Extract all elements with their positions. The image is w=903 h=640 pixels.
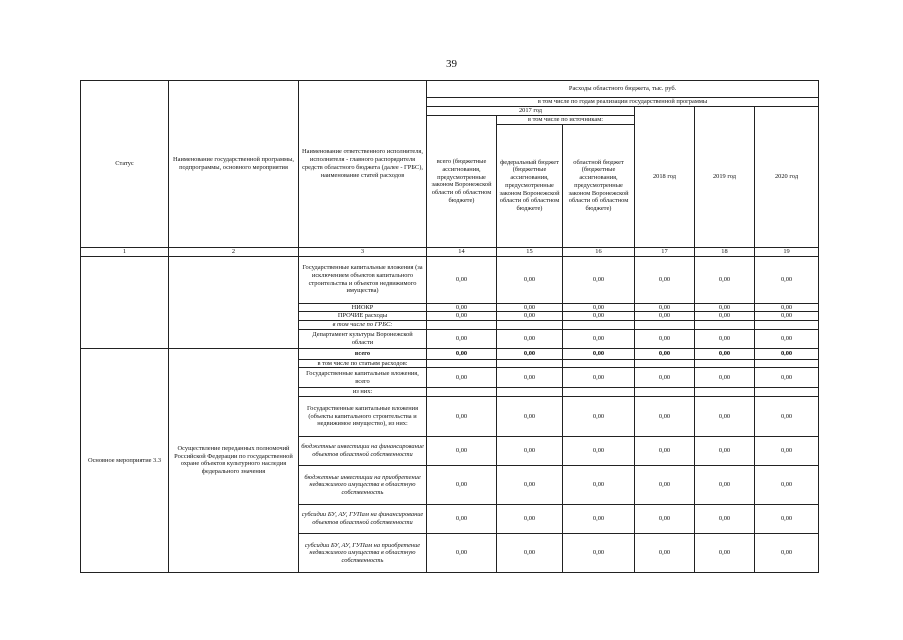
value-cell: 0,00	[427, 437, 497, 466]
value-cell: 0,00	[427, 466, 497, 505]
table-row	[81, 256, 819, 303]
value-cell: 0,00	[755, 466, 819, 505]
col-number: 19	[755, 247, 819, 256]
measure-status: Основное мероприятие 3.3	[81, 348, 169, 572]
value-cell: 0,00	[427, 534, 497, 573]
measure-name: Осуществление переданных полномочий Российской Федерации по государственной охране объектов культурного наследия федерального значения	[169, 348, 299, 572]
value-cell: 0,00	[695, 256, 755, 303]
value-cell: 0,00	[695, 368, 755, 388]
value-cell: 0,00	[563, 329, 635, 348]
value-cell: 0,00	[635, 466, 695, 505]
value-cell: 0,00	[563, 256, 635, 303]
value-cell	[695, 388, 755, 397]
row-label: Государственные капитальные вложения (за исключением объектов капитального строительства и объектов недвижимого имущества)	[299, 256, 427, 303]
row-label: бюджетные инвестиции на финансирование объектов областной собственности	[299, 437, 427, 466]
value-cell	[497, 359, 563, 368]
row-label: всего	[299, 348, 427, 359]
value-cell	[563, 388, 635, 397]
value-cell	[635, 388, 695, 397]
row-label: НИОКР	[299, 303, 427, 312]
header-regional-col: областной бюджет (бюджетные ассигнования, предусмотренные законом Воронежской области об областном бюджете)	[563, 124, 635, 247]
value-cell: 0,00	[635, 312, 695, 321]
value-cell	[427, 321, 497, 330]
value-cell: 0,00	[635, 303, 695, 312]
header-year-2020: 2020 год	[755, 107, 819, 248]
value-cell: 0,00	[563, 312, 635, 321]
value-cell: 0,00	[755, 534, 819, 573]
value-cell: 0,00	[695, 329, 755, 348]
value-cell: 0,00	[497, 505, 563, 534]
value-cell	[427, 388, 497, 397]
value-cell: 0,00	[563, 303, 635, 312]
value-cell: 0,00	[563, 348, 635, 359]
col-number: 15	[497, 247, 563, 256]
value-cell: 0,00	[427, 505, 497, 534]
value-cell: 0,00	[427, 368, 497, 388]
empty-status-cell	[81, 256, 169, 348]
value-cell	[635, 321, 695, 330]
header-year-2018: 2018 год	[635, 107, 695, 248]
value-cell: 0,00	[635, 397, 695, 437]
header-year-2019: 2019 год	[695, 107, 755, 248]
value-cell: 0,00	[635, 368, 695, 388]
value-cell	[695, 359, 755, 368]
value-cell: 0,00	[497, 312, 563, 321]
value-cell	[695, 321, 755, 330]
row-label: субсидии БУ, АУ, ГУПам на финансирование объектов областной собственности	[299, 505, 427, 534]
value-cell: 0,00	[695, 303, 755, 312]
value-cell	[563, 359, 635, 368]
value-cell: 0,00	[497, 329, 563, 348]
value-cell: 0,00	[427, 329, 497, 348]
value-cell: 0,00	[695, 437, 755, 466]
header-program-name: Наименование государственной программы, подпрограммы, основного мероприятия	[169, 81, 299, 248]
table-row	[81, 348, 819, 359]
col-number: 16	[563, 247, 635, 256]
value-cell: 0,00	[563, 437, 635, 466]
value-cell: 0,00	[755, 348, 819, 359]
col-number: 1	[81, 247, 169, 256]
value-cell: 0,00	[563, 368, 635, 388]
header-year-2017: 2017 год	[427, 107, 635, 116]
col-number: 18	[695, 247, 755, 256]
value-cell: 0,00	[497, 303, 563, 312]
value-cell: 0,00	[695, 397, 755, 437]
value-cell: 0,00	[635, 534, 695, 573]
value-cell: 0,00	[427, 312, 497, 321]
header-row-1	[81, 81, 819, 98]
value-cell: 0,00	[755, 256, 819, 303]
value-cell: 0,00	[497, 397, 563, 437]
header-status: Статус	[81, 81, 169, 248]
header-total-col: всего (бюджетные ассигнования, предусмотренные законом Воронежской области об областном бюджете)	[427, 116, 497, 248]
row-label: Департамент культуры Воронежской области	[299, 329, 427, 348]
value-cell	[755, 321, 819, 330]
value-cell: 0,00	[427, 303, 497, 312]
value-cell: 0,00	[635, 256, 695, 303]
value-cell: 0,00	[427, 348, 497, 359]
col-number: 2	[169, 247, 299, 256]
value-cell: 0,00	[755, 505, 819, 534]
value-cell: 0,00	[695, 312, 755, 321]
value-cell: 0,00	[635, 348, 695, 359]
header-expenses-title: Расходы областного бюджета, тыс. руб.	[427, 81, 819, 98]
value-cell: 0,00	[695, 534, 755, 573]
row-label: бюджетные инвестиции на приобретение недвижимого имущества в областную собственность	[299, 466, 427, 505]
page-number: 39	[446, 58, 457, 70]
col-number: 17	[635, 247, 695, 256]
header-by-years: в том числе по годам реализации государственной программы	[427, 98, 819, 107]
value-cell: 0,00	[497, 466, 563, 505]
value-cell: 0,00	[695, 466, 755, 505]
header-federal-col: федеральный бюджет (бюджетные ассигнования, предусмотренные законом Воронежской области об областном бюджете)	[497, 124, 563, 247]
col-number: 3	[299, 247, 427, 256]
value-cell: 0,00	[695, 505, 755, 534]
col-number: 14	[427, 247, 497, 256]
budget-table	[80, 80, 819, 573]
value-cell: 0,00	[635, 437, 695, 466]
value-cell	[755, 388, 819, 397]
value-cell	[563, 321, 635, 330]
value-cell	[497, 321, 563, 330]
value-cell: 0,00	[635, 505, 695, 534]
value-cell: 0,00	[755, 312, 819, 321]
value-cell: 0,00	[755, 329, 819, 348]
row-label: субсидии БУ, АУ, ГУПам на приобретение недвижимого имущества в областную собственность	[299, 534, 427, 573]
value-cell: 0,00	[563, 534, 635, 573]
row-label: в том числе по статьям расходов:	[299, 359, 427, 368]
value-cell: 0,00	[427, 397, 497, 437]
value-cell: 0,00	[755, 368, 819, 388]
value-cell: 0,00	[635, 329, 695, 348]
empty-name-cell	[169, 256, 299, 348]
column-numbers-row	[81, 247, 819, 256]
header-executor: Наименование ответственного исполнителя, исполнителя - главного распорядителя средств областного бюджета (далее - ГРБС), наименование статей расходов	[299, 81, 427, 248]
row-label: Государственные капитальные вложения, всего	[299, 368, 427, 388]
value-cell: 0,00	[563, 466, 635, 505]
value-cell: 0,00	[497, 256, 563, 303]
value-cell	[427, 359, 497, 368]
value-cell: 0,00	[427, 256, 497, 303]
row-label: из них:	[299, 388, 427, 397]
header-by-sources: в том числе по источникам:	[497, 116, 635, 125]
value-cell: 0,00	[497, 348, 563, 359]
value-cell: 0,00	[695, 348, 755, 359]
value-cell	[635, 359, 695, 368]
value-cell: 0,00	[497, 534, 563, 573]
value-cell	[497, 388, 563, 397]
value-cell: 0,00	[563, 397, 635, 437]
row-label: в том числе по ГРБС:	[299, 321, 427, 330]
value-cell	[755, 359, 819, 368]
row-label: Государственные капитальные вложения (объекты капитального строительства и недвижимое имущество), из них:	[299, 397, 427, 437]
value-cell: 0,00	[755, 303, 819, 312]
value-cell: 0,00	[755, 397, 819, 437]
row-label: ПРОЧИЕ расходы	[299, 312, 427, 321]
value-cell: 0,00	[497, 368, 563, 388]
value-cell: 0,00	[755, 437, 819, 466]
value-cell: 0,00	[563, 505, 635, 534]
value-cell: 0,00	[497, 437, 563, 466]
